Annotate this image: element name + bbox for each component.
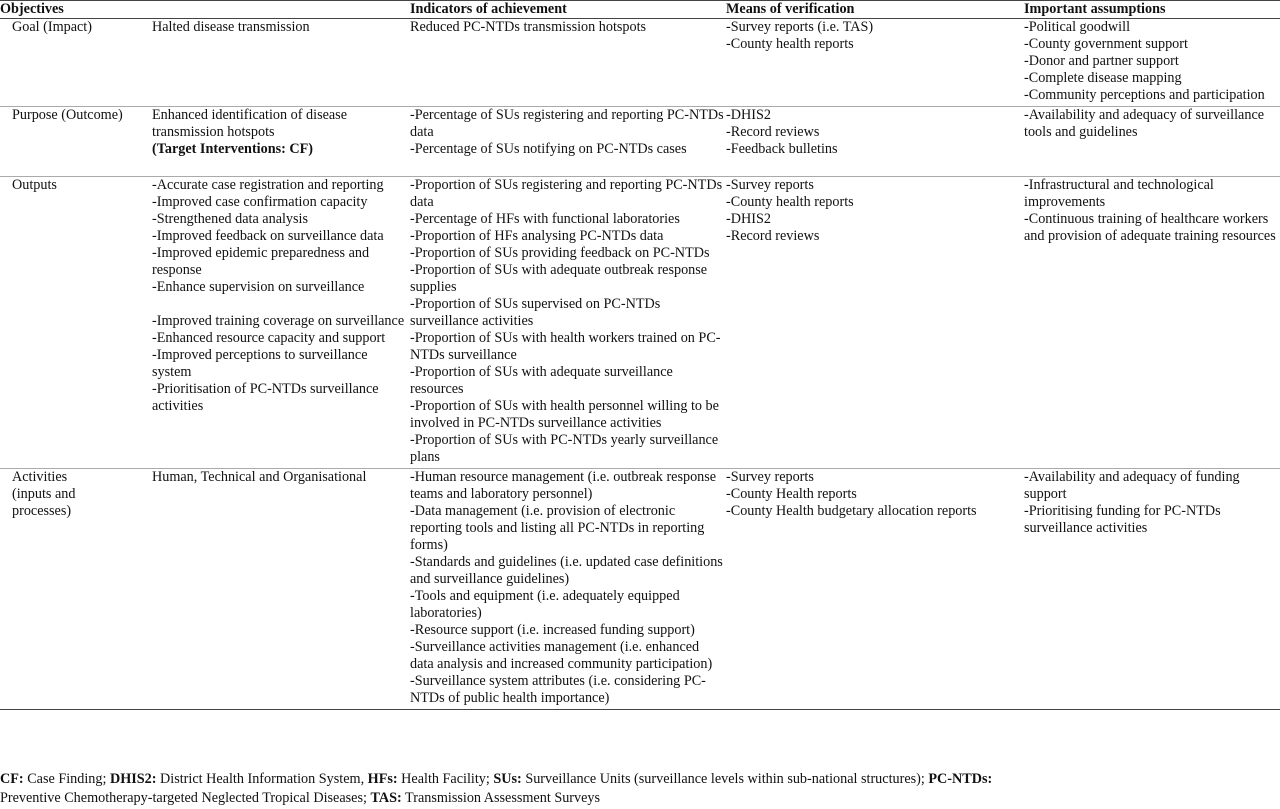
indicator-line: -Proportion of SUs with PC-NTDs yearly surveillance plans: [410, 432, 719, 465]
summary-cell: [152, 177, 410, 469]
table-footnote: [0, 770, 1280, 808]
verification-line: -Record reviews: [726, 228, 820, 244]
verification-line: -Survey reports (i.e. TAS): [726, 19, 874, 35]
verification-line: -County Health reports: [726, 486, 857, 502]
header-objectives: Objectives: [0, 1, 64, 17]
indicator-line: -Proportion of SUs with adequate surveillance resources: [410, 364, 673, 397]
table-header-row: [0, 1, 1280, 19]
summary-cell: [152, 107, 410, 177]
summary-cell: [152, 19, 410, 107]
table-row: [0, 107, 1280, 177]
footnote-definition: Case Finding;: [23, 771, 110, 787]
indicator-line: -Surveillance system attributes (i.e. considering PC-NTDs of public health importance): [410, 673, 706, 706]
objective-cell: [0, 177, 152, 469]
indicator-line: -Proportion of SUs registering and reporting PC-NTDs data: [410, 177, 723, 210]
assumption-line: -Complete disease mapping: [1024, 70, 1182, 86]
header-summary: [152, 1, 410, 19]
assumption-line: -Availability and adequacy of funding support: [1024, 469, 1240, 502]
footnote-line-2: [0, 789, 1280, 808]
header-assumptions: Important assumptions: [1024, 1, 1166, 17]
indicator-line: -Tools and equipment (i.e. adequately equipped laboratories): [410, 588, 680, 621]
header-indicators: Indicators of achievement: [410, 1, 567, 17]
assumption-line: -Donor and partner support: [1024, 53, 1179, 69]
footnote-definition: District Health Information System,: [156, 771, 368, 787]
indicator-line: -Proportion of SUs with health workers trained on PC-NTDs surveillance: [410, 330, 721, 363]
target-interventions-label: (Target Interventions: CF): [152, 141, 314, 157]
summary-line: Enhanced identification of disease transmission hotspots: [152, 107, 348, 140]
verification-line: -Survey reports: [726, 177, 814, 193]
verification-cell: [726, 177, 1024, 469]
assumption-line: -Continuous training of healthcare workers and provision of adequate training resources: [1024, 211, 1276, 244]
assumption-line: -Prioritising funding for PC-NTDs surveillance activities: [1024, 503, 1221, 536]
verification-line: -DHIS2: [726, 211, 771, 227]
indicator-line: -Proportion of SUs with health personnel willing to be involved in PC-NTDs surveillance activities: [410, 398, 719, 431]
indicator-line: -Percentage of SUs notifying on PC-NTDs cases: [410, 141, 687, 157]
objective-cell: [0, 19, 152, 107]
indicators-cell: [410, 107, 726, 177]
objective-cell: [0, 469, 152, 710]
verification-cell: [726, 107, 1024, 177]
indicator-line: -Proportion of SUs supervised on PC-NTDs surveillance activities: [410, 296, 661, 329]
summary-line: -Improved feedback on surveillance data: [152, 228, 384, 244]
indicator-line: -Data management (i.e. provision of electronic reporting tools and listing all PC-NTDs in reporting forms): [410, 503, 705, 553]
assumption-line: -County government support: [1024, 36, 1188, 52]
indicator-line: -Percentage of HFs with functional laboratories: [410, 211, 680, 227]
verification-cell: [726, 19, 1024, 107]
verification-line: -Feedback bulletins: [726, 141, 838, 157]
table-row: [0, 19, 1280, 107]
summary-line: -Enhance supervision on surveillance: [152, 279, 365, 295]
assumptions-cell: [1024, 107, 1280, 177]
verification-line: -County Health budgetary allocation reports: [726, 503, 977, 519]
summary-line: [152, 296, 410, 313]
indicator-line: -Proportion of SUs with adequate outbreak response supplies: [410, 262, 708, 295]
footnote-definition: Health Facility;: [397, 771, 494, 787]
footnote-abbreviation: TAS:: [370, 790, 402, 806]
footnote-definition: Surveillance Units (surveillance levels within sub-national structures);: [521, 771, 929, 787]
summary-line: -Strengthened data analysis: [152, 211, 309, 227]
assumptions-cell: [1024, 177, 1280, 469]
indicator-line: -Percentage of SUs registering and reporting PC-NTDs data: [410, 107, 724, 140]
indicators-cell: [410, 19, 726, 107]
verification-cell: [726, 469, 1024, 710]
table-row: [0, 177, 1280, 469]
assumptions-cell: [1024, 19, 1280, 107]
assumption-line: -Political goodwill: [1024, 19, 1131, 35]
indicator-line: -Human resource management (i.e. outbreak response teams and laboratory personnel): [410, 469, 717, 502]
assumption-line: -Availability and adequacy of surveillance tools and guidelines: [1024, 107, 1265, 140]
summary-line: -Enhanced resource capacity and support: [152, 330, 386, 346]
indicator-line: -Resource support (i.e. increased funding support): [410, 622, 695, 638]
table-row: [0, 469, 1280, 710]
verification-line: -Record reviews: [726, 124, 820, 140]
footnote-abbreviation: DHIS2:: [109, 771, 157, 787]
objective-label: Activities (inputs and processes): [12, 469, 76, 519]
verification-line: -County health reports: [726, 194, 854, 210]
indicators-cell: [410, 177, 726, 469]
summary-line: -Prioritisation of PC-NTDs surveillance activities: [152, 381, 379, 414]
assumption-line: -Infrastructural and technological improvements: [1024, 177, 1214, 210]
footnote-abbreviation: CF:: [0, 771, 24, 787]
summary-line: -Improved perceptions to surveillance system: [152, 347, 368, 380]
summary-line: Halted disease transmission: [152, 19, 310, 35]
footnote-abbreviation: HFs:: [367, 771, 398, 787]
footnote-definition: Preventive Chemotherapy-targeted Neglected Tropical Diseases;: [0, 790, 371, 806]
summary-line: -Improved epidemic preparedness and response: [152, 245, 370, 278]
summary-line: -Improved case confirmation capacity: [152, 194, 368, 210]
verification-line: -DHIS2: [726, 107, 771, 123]
indicator-line: Reduced PC-NTDs transmission hotspots: [410, 19, 647, 35]
indicator-line: -Surveillance activities management (i.e. enhanced data analysis and increased community participation): [410, 639, 713, 672]
objective-label: Purpose (Outcome): [12, 107, 123, 123]
assumption-line: -Community perceptions and participation: [1024, 87, 1265, 103]
header-verification: Means of verification: [726, 1, 855, 17]
footnote-abbreviation: PC-NTDs:: [928, 771, 993, 787]
summary-line: -Accurate case registration and reporting: [152, 177, 384, 193]
footnote-line-1: [0, 770, 1280, 789]
footnote-abbreviation: SUs:: [493, 771, 522, 787]
summary-cell: [152, 469, 410, 710]
indicators-cell: [410, 469, 726, 710]
indicator-line: -Standards and guidelines (i.e. updated case definitions and surveillance guidelines): [410, 554, 723, 587]
verification-line: -Survey reports: [726, 469, 814, 485]
indicator-line: -Proportion of SUs providing feedback on PC-NTDs: [410, 245, 710, 261]
indicator-line: -Proportion of HFs analysing PC-NTDs data: [410, 228, 664, 244]
assumptions-cell: [1024, 469, 1280, 710]
footnote-definition: Transmission Assessment Surveys: [401, 790, 601, 806]
objective-cell: [0, 107, 152, 177]
summary-line: Human, Technical and Organisational: [152, 469, 367, 485]
verification-line: -County health reports: [726, 36, 854, 52]
objective-label: Goal (Impact): [12, 19, 92, 35]
summary-line: -Improved training coverage on surveillance: [152, 313, 405, 329]
objective-label: Outputs: [12, 177, 57, 193]
